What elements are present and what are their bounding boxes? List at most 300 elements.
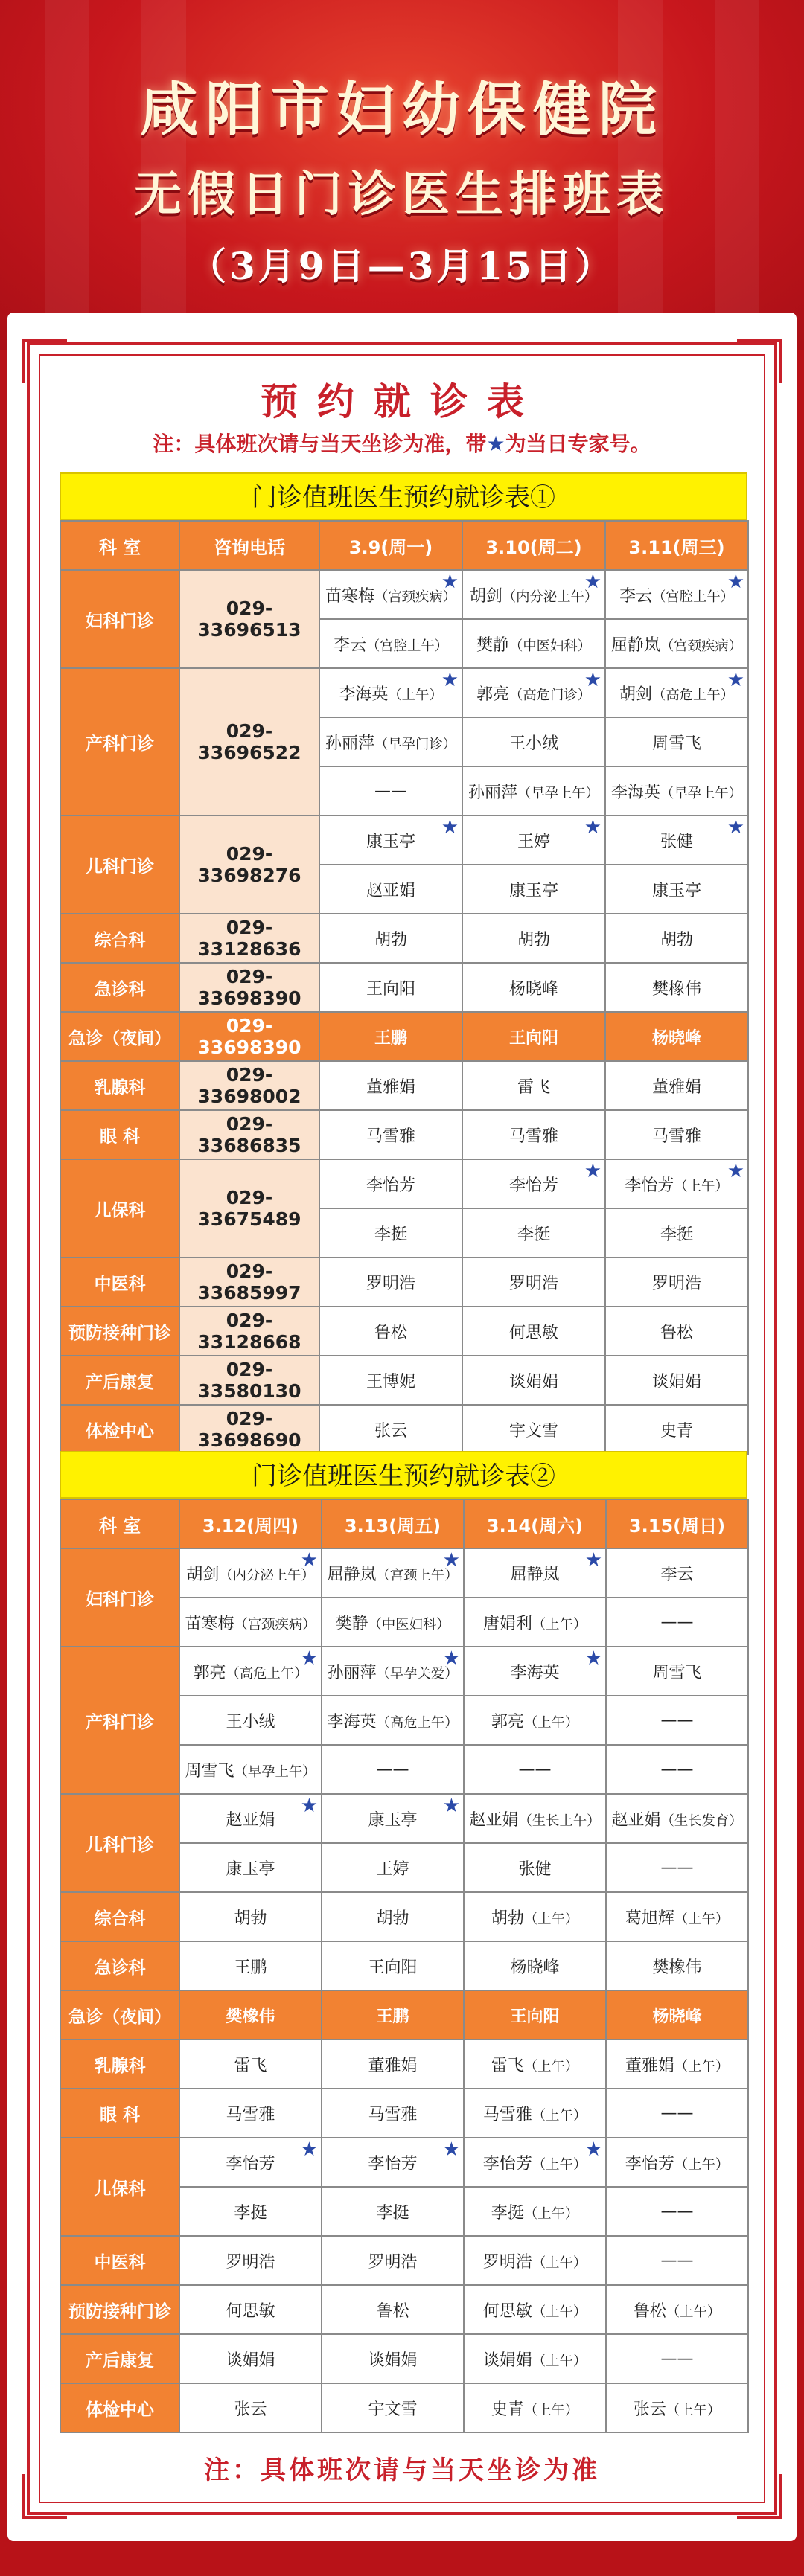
star-icon: ★ — [584, 2138, 602, 2161]
star-icon: ★ — [486, 432, 505, 456]
doctor-cell — [179, 1892, 322, 1941]
doctor-cell: 樊橡伟 — [605, 963, 748, 1012]
doctor-name: 樊橡伟 — [652, 1958, 702, 1977]
session-note: （上午） — [532, 2353, 587, 2369]
dept-cell: 急诊科 — [60, 963, 179, 1012]
doctor-name: 康玉亭 — [226, 1859, 275, 1879]
doctor-cell — [179, 1647, 322, 1696]
doctor-name: 屈静岚 — [510, 1565, 560, 1584]
doctor-cell — [462, 668, 605, 717]
doctor-cell: 马雪雅 — [462, 1110, 605, 1159]
doctor-cell: 王鹏 — [322, 1990, 464, 2040]
session-note: （上午） — [523, 2402, 579, 2418]
doctor-name: 王鹏 — [234, 1958, 267, 1977]
doctor-cell — [605, 816, 748, 865]
doctor-name: 李怡芳 — [226, 2154, 275, 2173]
doctor-cell: 张云 — [319, 1405, 462, 1454]
note-prefix: 注：具体班次请与当天坐诊为准，带 — [153, 432, 487, 456]
doctor-cell — [319, 865, 462, 914]
doctor-cell — [322, 2040, 464, 2089]
doctor-name: 李海英 — [510, 1663, 560, 1682]
doctor-name: 胡勃 — [234, 1909, 267, 1928]
doctor-name: 李挺 — [376, 2203, 409, 2223]
doctor-name: 郭亮 — [476, 685, 510, 704]
star-icon: ★ — [442, 1647, 460, 1670]
doctor-cell — [179, 2236, 322, 2285]
doctor-name: 李海英 — [339, 685, 389, 704]
doctor-cell — [179, 2138, 322, 2187]
doctor-cell — [462, 766, 605, 816]
star-icon: ★ — [442, 2138, 460, 2161]
doctor-cell — [606, 2138, 748, 2187]
doctor-cell: 董雅娟 — [319, 1061, 462, 1110]
table-row — [60, 1794, 748, 1843]
doctor-name: 李怡芳 — [368, 2154, 418, 2173]
star-icon: ★ — [584, 1549, 602, 1571]
doctor-cell — [319, 1159, 462, 1208]
dept-cell: 急诊（夜间） — [60, 1990, 179, 2040]
doctor-cell — [606, 1647, 748, 1696]
doctor-cell — [606, 1745, 748, 1794]
session-note: （上午） — [532, 2156, 587, 2173]
doctor-cell — [606, 1548, 748, 1598]
doctor-name: 董雅娟 — [368, 2056, 418, 2075]
doctor-name: 何思敏 — [482, 2301, 532, 2321]
table-row — [60, 1941, 748, 1990]
doctor-name: 李挺 — [234, 2203, 267, 2223]
doctor-cell — [606, 2236, 748, 2285]
dept-cell: 急诊（夜间） — [60, 1012, 179, 1061]
session-note: （上午） — [666, 2402, 721, 2418]
doctor-cell: 宇文雪 — [462, 1405, 605, 1454]
table-row — [60, 1356, 748, 1405]
doctor-name: 鲁松 — [633, 2301, 666, 2321]
schedule-title: 无假日门诊医生排班表 — [134, 167, 670, 222]
doctor-cell — [464, 1548, 606, 1598]
dept-cell: 妇科门诊 — [60, 570, 179, 668]
col-header-day: 3.11(周三) — [605, 521, 748, 570]
dept-cell: 产科门诊 — [60, 668, 179, 816]
star-icon: ★ — [300, 2138, 318, 2161]
doctor-name: 李海英 — [327, 1712, 377, 1731]
doctor-cell: 杨晓峰 — [606, 1990, 748, 2040]
doctor-cell — [322, 2334, 464, 2383]
doctor-cell — [464, 1941, 606, 1990]
phone-cell: 029-33128668 — [179, 1307, 319, 1356]
doctor-cell — [322, 2285, 464, 2334]
doctor-name: —— — [518, 1760, 552, 1779]
doctor-name: 罗明浩 — [226, 2252, 275, 2272]
session-note: （上午） — [523, 2058, 579, 2074]
table-row — [60, 2040, 748, 2089]
doctor-name: 周雪飞 — [652, 1663, 702, 1682]
doctor-name: 李怡芳 — [625, 1176, 674, 1195]
dept-cell: 体检中心 — [60, 1405, 179, 1454]
doctor-cell — [319, 717, 462, 766]
doctor-cell — [606, 1941, 748, 1990]
session-note: （早孕关爱） — [376, 1665, 459, 1682]
doctor-cell — [322, 1696, 464, 1745]
doctor-cell — [605, 717, 748, 766]
doctor-cell: 樊橡伟 — [179, 1990, 322, 2040]
doctor-cell — [464, 1745, 606, 1794]
phone-cell: 029-33128636 — [179, 914, 319, 963]
doctor-cell — [462, 570, 605, 619]
doctor-cell — [322, 1843, 464, 1892]
table-header-row — [60, 1499, 748, 1548]
doctor-name: 苗寒梅 — [185, 1614, 234, 1633]
doctor-name: —— — [660, 2104, 694, 2123]
doctor-cell: 胡勃 — [462, 914, 605, 963]
doctor-name: 胡剑 — [469, 586, 502, 606]
doctor-cell — [606, 1696, 748, 1745]
session-note: （早孕门诊） — [374, 736, 456, 752]
doctor-cell: 王博妮 — [319, 1356, 462, 1405]
session-note: （生长发育） — [660, 1813, 743, 1829]
phone-cell: 029-33698390 — [179, 963, 319, 1012]
table-row — [60, 2138, 748, 2187]
doctor-cell: 马雪雅 — [319, 1110, 462, 1159]
date-range: （3月9日—3月15日） — [189, 244, 615, 288]
doctor-cell — [605, 570, 748, 619]
table-row — [60, 914, 748, 963]
doctor-cell — [462, 1159, 605, 1208]
doctor-name: 鲁松 — [376, 2301, 409, 2321]
table-row — [60, 1159, 748, 1208]
doctor-cell — [462, 865, 605, 914]
session-note: （上午） — [532, 1616, 587, 1633]
session-note: （宫颈疾病） — [234, 1616, 316, 1633]
doctor-cell — [322, 2089, 464, 2138]
dept-cell: 中医科 — [60, 2236, 179, 2285]
doctor-cell — [606, 1794, 748, 1843]
doctor-cell: 胡勃 — [319, 914, 462, 963]
doctor-cell — [606, 1843, 748, 1892]
doctor-cell: 鲁松 — [319, 1307, 462, 1356]
dept-cell: 预防接种门诊 — [60, 1307, 179, 1356]
session-note: （高危上午） — [652, 687, 734, 703]
doctor-cell — [319, 816, 462, 865]
doctor-cell: 鲁松 — [605, 1307, 748, 1356]
doctor-cell — [464, 1696, 606, 1745]
doctor-name: 李挺 — [660, 1225, 693, 1244]
doctor-cell — [322, 2383, 464, 2432]
star-icon: ★ — [300, 1549, 318, 1571]
doctor-name: 李挺 — [491, 2203, 524, 2223]
doctor-cell — [605, 1208, 748, 1257]
doctor-name: 李云 — [619, 586, 653, 606]
star-icon: ★ — [441, 816, 459, 839]
session-note: （上午） — [523, 1714, 579, 1731]
table-row — [60, 570, 748, 619]
session-note: （早孕上午） — [517, 785, 599, 801]
doctor-cell: 罗明浩 — [605, 1257, 748, 1307]
doctor-name: —— — [660, 2349, 694, 2368]
session-note: （宫腔上午） — [652, 589, 734, 605]
doctor-cell — [179, 2285, 322, 2334]
doctor-name: 胡剑 — [186, 1565, 220, 1584]
table-row — [60, 963, 748, 1012]
session-note: （上午） — [388, 687, 443, 703]
table-row — [60, 1892, 748, 1941]
doctor-name: 孙丽萍 — [327, 1663, 377, 1682]
doctor-name: 郭亮 — [193, 1663, 226, 1682]
doctor-cell — [606, 2334, 748, 2383]
session-note: （上午） — [674, 1911, 730, 1927]
doctor-name: —— — [660, 2251, 694, 2270]
star-icon: ★ — [727, 669, 744, 691]
session-note: （中医妇科） — [368, 1616, 450, 1633]
session-note: （上午） — [674, 1178, 729, 1194]
schedule-table-1 — [60, 472, 747, 1455]
dept-cell: 儿科门诊 — [60, 1794, 179, 1892]
doctor-name: 王婷 — [376, 1859, 409, 1879]
dept-cell: 产后康复 — [60, 2334, 179, 2383]
doctor-cell: 谈娟娟 — [605, 1356, 748, 1405]
star-icon: ★ — [300, 1795, 318, 1817]
doctor-name: —— — [660, 1858, 694, 1877]
col-header-day: 3.15(周日) — [606, 1499, 748, 1548]
doctor-cell: 杨晓峰 — [462, 963, 605, 1012]
doctor-cell — [606, 2187, 748, 2236]
col-header-dept: 科 室 — [60, 1499, 179, 1548]
table-1-title: 门诊值班医生预约就诊表① — [60, 472, 747, 520]
session-note: （高危门诊） — [509, 687, 591, 703]
table-2-title: 门诊值班医生预约就诊表② — [60, 1451, 747, 1499]
star-icon: ★ — [727, 816, 744, 839]
star-icon: ★ — [584, 571, 602, 593]
doctor-name: 张云 — [633, 2400, 666, 2419]
star-icon: ★ — [442, 1549, 460, 1571]
doctor-cell — [179, 1794, 322, 1843]
table-row — [60, 1110, 748, 1159]
doctor-cell — [322, 1745, 464, 1794]
doctor-name: 史青 — [491, 2400, 524, 2419]
doctor-cell — [322, 1892, 464, 1941]
doctor-cell — [322, 1647, 464, 1696]
doctor-cell — [464, 2138, 606, 2187]
doctor-cell — [464, 1794, 606, 1843]
doctor-name: 李云 — [334, 635, 367, 655]
doctor-name: 孙丽萍 — [325, 734, 375, 753]
session-note: （宫颈疾病） — [660, 638, 742, 654]
table-row — [60, 2285, 748, 2334]
doctor-cell — [462, 816, 605, 865]
doctor-cell — [319, 1208, 462, 1257]
doctor-cell — [179, 1843, 322, 1892]
session-note: （内分泌上午） — [219, 1567, 315, 1583]
doctor-cell — [605, 668, 748, 717]
doctor-name: 李怡芳 — [482, 2154, 532, 2173]
col-header-dept: 科 室 — [60, 521, 179, 570]
doctor-name: 胡勃 — [491, 1909, 524, 1928]
doctor-cell — [179, 2383, 322, 2432]
doctor-cell: 史青 — [605, 1405, 748, 1454]
doctor-cell — [464, 1892, 606, 1941]
session-note: （上午） — [674, 2058, 730, 2074]
dept-cell: 产科门诊 — [60, 1647, 179, 1794]
doctor-cell — [179, 1548, 322, 1598]
table-row — [60, 1405, 748, 1454]
phone-cell: 029-33698276 — [179, 816, 319, 914]
doctor-name: 屈静岚 — [327, 1565, 377, 1584]
doctor-cell: 王向阳 — [462, 1012, 605, 1061]
doctor-cell — [464, 1598, 606, 1647]
table-row — [60, 1257, 748, 1307]
doctor-cell — [322, 1941, 464, 1990]
doctor-name: 谈娟娟 — [482, 2351, 532, 2370]
doctor-cell: 王向阳 — [319, 963, 462, 1012]
doctor-name: 雷飞 — [491, 2056, 524, 2075]
hospital-title: 咸阳市妇幼保健院 — [139, 76, 664, 144]
doctor-cell — [179, 1745, 322, 1794]
star-icon: ★ — [441, 669, 459, 691]
table-row — [60, 1548, 748, 1598]
session-note: （上午） — [532, 2255, 587, 2271]
dept-cell: 眼 科 — [60, 2089, 179, 2138]
table-2-grid — [60, 1499, 749, 2433]
doctor-name: 雷飞 — [234, 2056, 267, 2075]
doctor-name: —— — [374, 781, 407, 801]
doctor-name: 赵亚娟 — [366, 881, 415, 900]
panel-note — [0, 428, 804, 458]
doctor-cell — [605, 619, 748, 668]
doctor-name: 宇文雪 — [368, 2400, 418, 2419]
doctor-name: —— — [660, 2202, 694, 2221]
doctor-name: 马雪雅 — [226, 2105, 275, 2124]
star-icon: ★ — [727, 571, 744, 593]
col-header-day: 3.14(周六) — [464, 1499, 606, 1548]
phone-cell: 029-33698390 — [179, 1012, 319, 1061]
doctor-cell — [179, 2187, 322, 2236]
doctor-name: 康玉亭 — [366, 832, 415, 851]
doctor-cell — [606, 2040, 748, 2089]
doctor-name: 王小绒 — [226, 1712, 275, 1731]
session-note: （宫颈疾病） — [374, 589, 456, 605]
doctor-cell — [322, 1548, 464, 1598]
session-note: （高危上午） — [226, 1665, 308, 1682]
table-header-row — [60, 521, 748, 570]
doctor-name: 葛旭辉 — [625, 1909, 674, 1928]
doctor-cell — [605, 1159, 748, 1208]
doctor-cell: 何思敏 — [462, 1307, 605, 1356]
doctor-cell — [464, 1843, 606, 1892]
doctor-cell — [606, 1598, 748, 1647]
doctor-cell: 王向阳 — [464, 1990, 606, 2040]
doctor-cell — [464, 2236, 606, 2285]
star-icon: ★ — [727, 1160, 744, 1182]
doctor-name: —— — [660, 1760, 694, 1779]
table-row — [60, 1307, 748, 1356]
doctor-cell: 马雪雅 — [605, 1110, 748, 1159]
doctor-name: 王向阳 — [368, 1958, 418, 1977]
doctor-name: 胡勃 — [376, 1909, 409, 1928]
col-header-day: 3.13(周五) — [322, 1499, 464, 1548]
doctor-cell — [462, 717, 605, 766]
doctor-cell — [322, 2236, 464, 2285]
star-icon: ★ — [584, 669, 602, 691]
doctor-cell: 罗明浩 — [319, 1257, 462, 1307]
doctor-name: 谈娟娟 — [226, 2351, 275, 2370]
dept-cell: 体检中心 — [60, 2383, 179, 2432]
doctor-cell — [464, 2089, 606, 2138]
session-note: （上午） — [532, 2107, 587, 2124]
table-row — [60, 2236, 748, 2285]
doctor-cell — [606, 2383, 748, 2432]
session-note: （宫颈上午） — [376, 1567, 459, 1583]
dept-cell: 妇科门诊 — [60, 1548, 179, 1647]
table-row — [60, 2334, 748, 2383]
doctor-cell — [606, 1892, 748, 1941]
doctor-cell — [322, 1598, 464, 1647]
col-header-phone: 咨询电话 — [179, 521, 319, 570]
doctor-name: —— — [376, 1760, 409, 1779]
phone-cell: 029-33686835 — [179, 1110, 319, 1159]
doctor-name: 赵亚娟 — [469, 1810, 519, 1830]
doctor-name: 罗明浩 — [482, 2252, 532, 2272]
star-icon: ★ — [584, 1647, 602, 1670]
note-suffix: 为当日专家号。 — [505, 432, 651, 456]
table-row — [60, 2383, 748, 2432]
table-row — [60, 1990, 748, 2040]
doctor-name: 周雪飞 — [185, 1761, 234, 1781]
doctor-name: 胡剑 — [619, 685, 653, 704]
panel-heading: 预约就诊表 — [261, 379, 543, 423]
doctor-cell — [605, 865, 748, 914]
doctor-name: 李怡芳 — [508, 1176, 558, 1195]
table-row — [60, 1012, 748, 1061]
doctor-name: 杨晓峰 — [510, 1958, 560, 1977]
dept-cell: 中医科 — [60, 1257, 179, 1307]
doctor-cell — [179, 1696, 322, 1745]
session-note: （生长上午） — [518, 1813, 601, 1829]
doctor-name: 王婷 — [517, 832, 550, 851]
star-icon: ★ — [584, 816, 602, 839]
table-row — [60, 1061, 748, 1110]
phone-cell: 029-33696522 — [179, 668, 319, 816]
dept-cell: 乳腺科 — [60, 2040, 179, 2089]
doctor-name: 康玉亭 — [508, 881, 558, 900]
session-note: （上午） — [666, 2304, 721, 2320]
session-note: （宫腔上午） — [366, 638, 448, 654]
doctor-cell — [462, 1208, 605, 1257]
doctor-cell — [464, 2187, 606, 2236]
dept-cell: 乳腺科 — [60, 1061, 179, 1110]
session-note: （高危上午） — [376, 1714, 459, 1731]
doctor-name: 康玉亭 — [651, 881, 701, 900]
doctor-name: 李海英 — [611, 783, 661, 802]
phone-cell: 029-33696513 — [179, 570, 319, 668]
session-note: （上午） — [523, 2205, 579, 2222]
dept-cell: 儿保科 — [60, 2138, 179, 2236]
doctor-name: 王小绒 — [508, 734, 558, 753]
doctor-name: 唐娟利 — [482, 1614, 532, 1633]
doctor-cell — [179, 1598, 322, 1647]
doctor-cell — [322, 2187, 464, 2236]
col-header-day: 3.9(周一) — [319, 521, 462, 570]
doctor-name: 张健 — [660, 832, 693, 851]
doctor-name: 张云 — [234, 2400, 267, 2419]
doctor-name: 樊静 — [476, 635, 510, 655]
session-note: （早孕上午） — [234, 1763, 316, 1780]
dept-cell: 综合科 — [60, 1892, 179, 1941]
dept-cell: 急诊科 — [60, 1941, 179, 1990]
dept-cell: 综合科 — [60, 914, 179, 963]
doctor-name: 何思敏 — [226, 2301, 275, 2321]
dept-cell: 儿保科 — [60, 1159, 179, 1257]
doctor-cell — [606, 2285, 748, 2334]
bottom-note: 注：具体班次请与当天坐诊为准 — [204, 2455, 600, 2485]
